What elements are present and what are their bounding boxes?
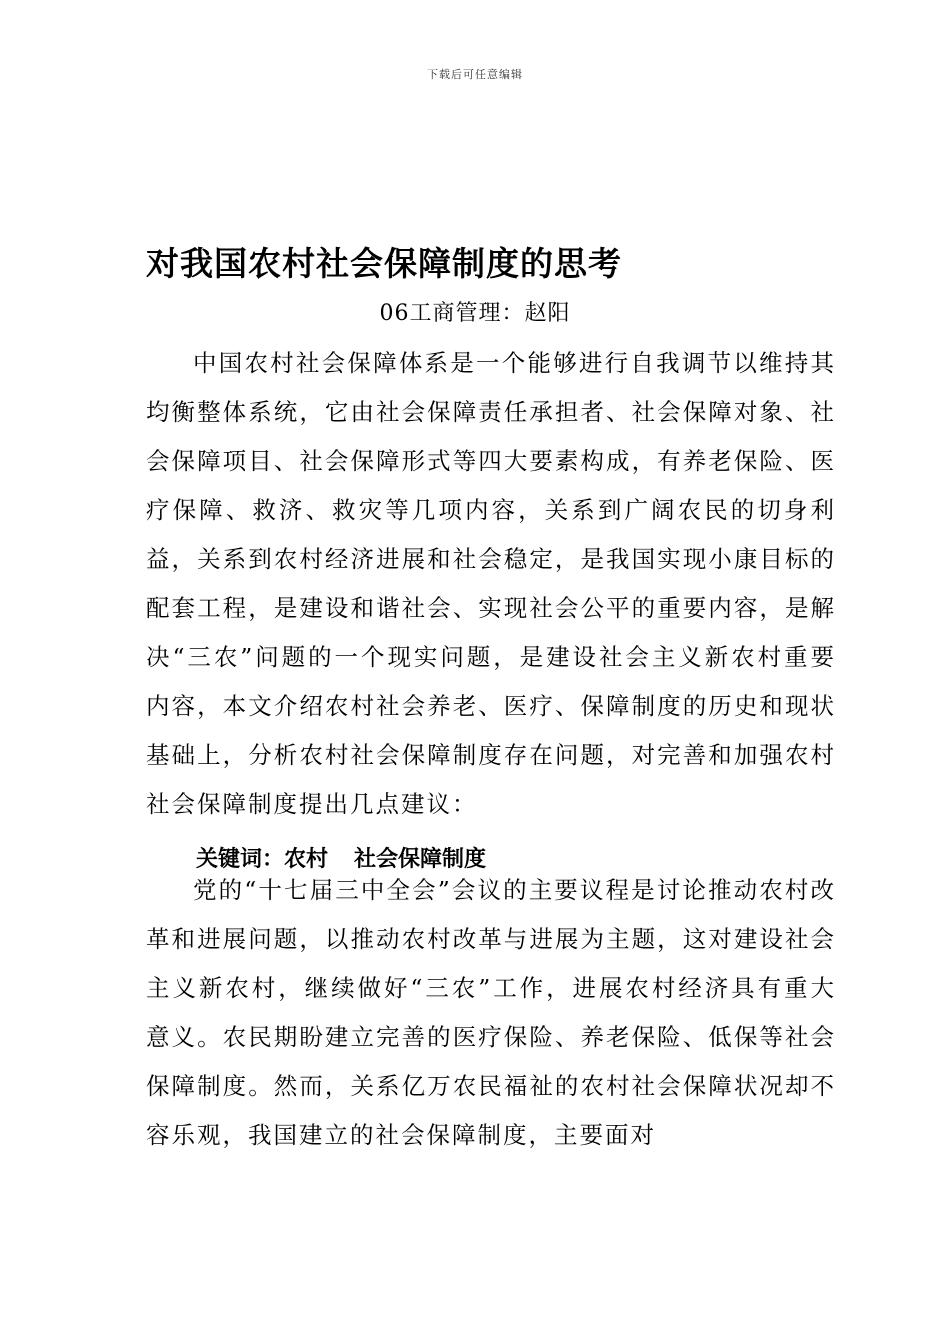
keyword-item: 农村 <box>284 847 329 872</box>
author-line: 06工商管理：赵阳 <box>379 301 571 326</box>
header-note: 下载后可任意编辑 <box>427 68 523 81</box>
document-title: 对我国农村社会保障制度的思考 <box>146 244 622 283</box>
abstract-paragraph: 中国农村社会保障体系是一个能够进行自我调节以维持其均衡整体系统，它由社会保障责任承担者、社会保障对象、社会保障项目、社会保障形式等四大要素构成，有养老保险、医疗保障、救济、救灾等几项内容，关系到广阔农民的切身利益，关系到农村经济进展和社会稳定，是我国实现小康目标的配套工程，是建设和谐社会、实现社会公平的重要内容，是解决“三农”问题的一个现实问题，是建设社会主义新农村重要内容，本文介绍农村社会养老、医疗、保障制度的历史和现状基础上，分析农村社会保障制度存在问题，对完善和加强农村社会保障制度提出几点建议： <box>146 349 836 818</box>
keyword-item: 社会保障制度 <box>354 847 487 872</box>
body-paragraph: 党的“十七届三中全会”会议的主要议程是讨论推动农村改革和进展问题，以推动农村改革与进展为主题，这对建设社会主义新农村，继续做好“三农”工作，进展农村经济具有重大意义。农民期盼建立完善的医疗保险、养老保险、低保等社会保障制度。然而，关系亿万农民福祉的农村社会保障状况却不容乐观，我国建立的社会保障制度，主要面对 <box>146 876 836 1149</box>
keywords-label: 关键词： <box>196 847 285 872</box>
